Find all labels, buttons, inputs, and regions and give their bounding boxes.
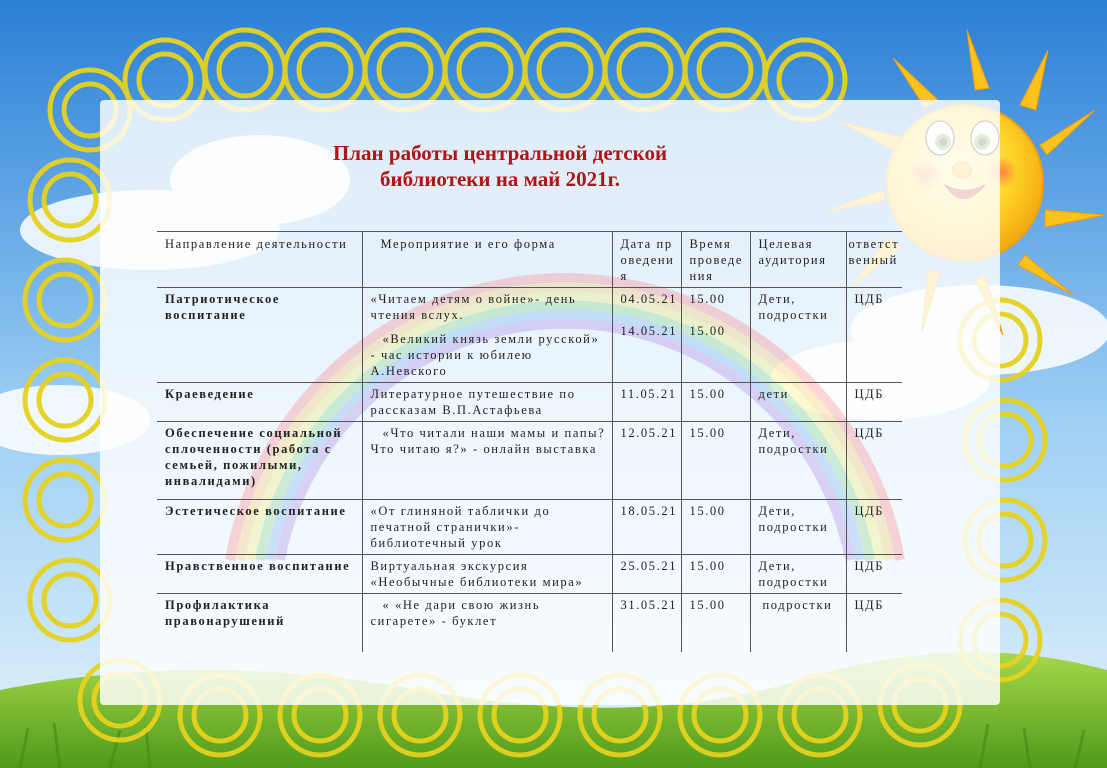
cell-responsible: ЦДБ bbox=[846, 383, 902, 422]
cell-date: 11.05.21 bbox=[612, 383, 681, 422]
table-row bbox=[157, 555, 902, 594]
cell-audience: Дети, подростки bbox=[750, 422, 846, 500]
cell-time: 15.00 bbox=[681, 422, 750, 500]
date-item: 14.05.21 bbox=[620, 324, 678, 338]
cell-direction: Обеспечение социальной сплоченности (работа с семьей, пожилыми, инвалидами) bbox=[157, 422, 362, 500]
event-item: «Читаем детям о войне»- день чтения вслух. bbox=[370, 292, 577, 322]
plan-table bbox=[157, 231, 902, 652]
cell-time bbox=[681, 288, 750, 383]
event-item: Литературное путешествие по рассказам В.П.Астафьева bbox=[370, 387, 576, 417]
cell-audience: Дети, подростки bbox=[750, 500, 846, 555]
cell-audience: Дети, подростки bbox=[750, 288, 846, 383]
cell-direction: Патриотическое воспитание bbox=[157, 288, 362, 383]
column-header-audience: Целевая аудитория bbox=[750, 232, 846, 288]
cell-date: 31.05.21 bbox=[612, 594, 681, 652]
cell-date: 18.05.21 bbox=[612, 500, 681, 555]
time-item: 15.00 bbox=[689, 292, 726, 306]
column-header-direction: Направление деятельности bbox=[157, 232, 362, 288]
table-row bbox=[157, 422, 902, 500]
table-row bbox=[157, 288, 902, 383]
event-item: « «Не дари свою жизнь сигарете» - буклет bbox=[370, 598, 541, 628]
cell-responsible: ЦДБ bbox=[846, 555, 902, 594]
column-header-event: Мероприятие и его форма bbox=[362, 232, 612, 288]
time-item: 15.00 bbox=[689, 324, 726, 338]
cell-direction: Профилактика правонарушений bbox=[157, 594, 362, 652]
cell-time: 15.00 bbox=[681, 500, 750, 555]
column-header-time: Время проведения bbox=[681, 232, 750, 288]
cell-event bbox=[362, 288, 612, 383]
date-item: 04.05.21 bbox=[620, 292, 678, 306]
cell-event bbox=[362, 500, 612, 555]
table-row bbox=[157, 594, 902, 652]
table-row bbox=[157, 383, 902, 422]
cell-event bbox=[362, 555, 612, 594]
event-item: Виртуальная экскурсия «Необычные библиотеки мира» bbox=[370, 559, 584, 589]
cell-audience: Дети, подростки bbox=[750, 555, 846, 594]
cell-direction: Эстетическое воспитание bbox=[157, 500, 362, 555]
cell-responsible: ЦДБ bbox=[846, 594, 902, 652]
cell-event bbox=[362, 383, 612, 422]
event-item: «От глиняной таблички до печатной странички»- библиотечный урок bbox=[370, 504, 551, 550]
cell-date: 12.05.21 bbox=[612, 422, 681, 500]
title-line-1: План работы центральной детской bbox=[332, 141, 668, 165]
cell-responsible: ЦДБ bbox=[846, 500, 902, 555]
event-item: «Что читали наши мамы и папы? Что читаю я?» - онлайн выставка bbox=[370, 426, 606, 456]
cell-direction: Нравственное воспитание bbox=[157, 555, 362, 594]
cell-responsible: ЦДБ bbox=[846, 422, 902, 500]
table-row bbox=[157, 500, 902, 555]
cell-audience: подростки bbox=[750, 594, 846, 652]
cell-date: 25.05.21 bbox=[612, 555, 681, 594]
cell-time: 15.00 bbox=[681, 555, 750, 594]
cell-event bbox=[362, 594, 612, 652]
column-header-responsible: ответственный bbox=[846, 232, 902, 288]
cell-direction: Краеведение bbox=[157, 383, 362, 422]
cell-event bbox=[362, 422, 612, 500]
column-header-date: Дата проведения bbox=[612, 232, 681, 288]
cell-time: 15.00 bbox=[681, 594, 750, 652]
event-item: «Великий князь земли русской» - час истории к юбилею А.Невского bbox=[370, 332, 600, 378]
table-header-row bbox=[157, 232, 902, 288]
cell-responsible: ЦДБ bbox=[846, 288, 902, 383]
title-line-2: библиотеки на май 2021г. bbox=[379, 167, 621, 191]
cell-audience: дети bbox=[750, 383, 846, 422]
cell-time: 15.00 bbox=[681, 383, 750, 422]
page-title bbox=[250, 140, 750, 192]
cell-date bbox=[612, 288, 681, 383]
